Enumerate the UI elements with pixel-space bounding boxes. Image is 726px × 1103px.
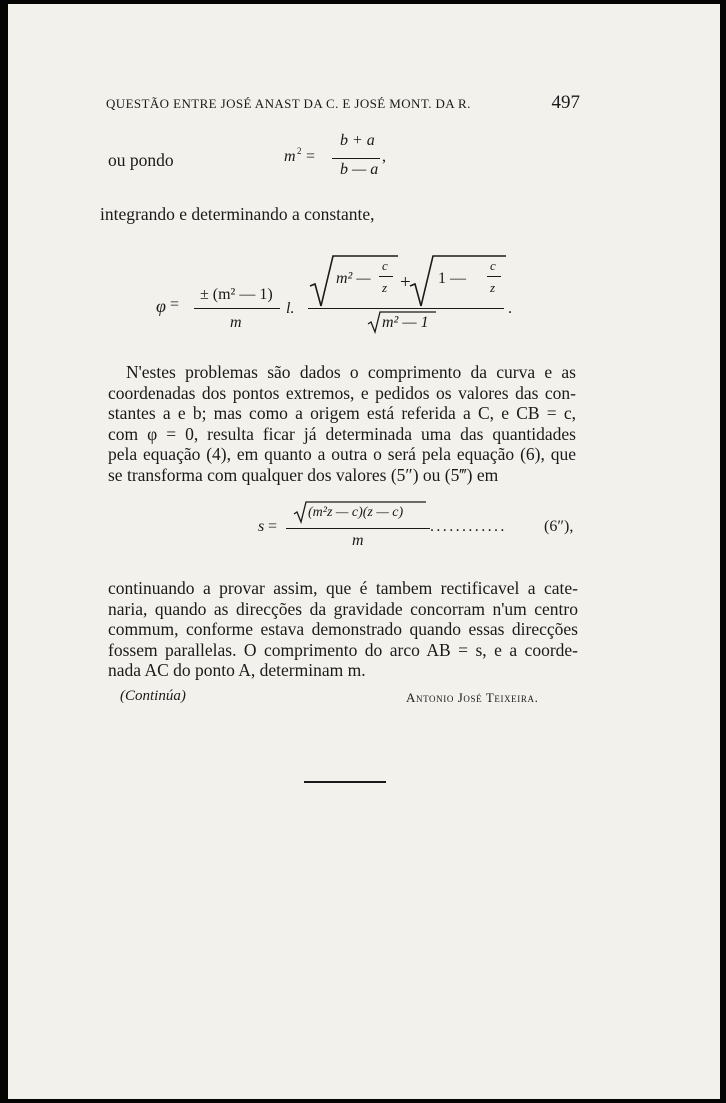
- eq2-den-radicand: m² — 1: [382, 314, 429, 331]
- eq2-frac2-bar: [487, 276, 501, 277]
- eq2-equals: =: [170, 296, 180, 313]
- eq2-frac2-den: z: [490, 280, 496, 295]
- eq3-fraction-bar: [286, 528, 430, 529]
- eq2-plus: +: [400, 272, 411, 293]
- eq1-equals: =: [306, 148, 316, 165]
- paragraph-2-line: naria, quando as direcções da gravidade concorram n'um centro: [108, 598, 578, 619]
- closing-rule: [304, 781, 386, 783]
- page-number: 497: [551, 92, 580, 113]
- page: [8, 4, 720, 1099]
- paragraph-2-line: nada AC do ponto A, determinam m.: [108, 660, 366, 680]
- paragraph-1-line: pela equação (4), em quanto a outra o será pela equação (6), que: [108, 444, 576, 464]
- paragraph-1-line: coordenadas dos pontos extremos, e pedidos os valores das con-: [108, 382, 576, 403]
- paragraph-2-line: commum, conforme estava demonstrado quando essas direcções: [108, 619, 578, 639]
- paragraph-1-line: stantes a e b; mas como a origem está referida a C, e CB = c,: [108, 403, 576, 423]
- eq1-trailing: ,: [382, 148, 386, 165]
- eq1-lhs-var: m: [284, 148, 296, 165]
- running-title: QUESTÃO ENTRE JOSÉ ANAST DA C. E JOSÉ MONT. DA R.: [106, 96, 471, 111]
- author-signature: Antonio José Teixeira.: [406, 690, 539, 705]
- eq3-lhs: s: [258, 518, 265, 535]
- eq1-fraction-bar: [332, 158, 380, 159]
- eq2-log: l.: [286, 300, 295, 317]
- eq3-equals: =: [268, 518, 278, 535]
- paragraph-1-line: com φ = 0, resulta ficar já determinada uma das quantidades: [108, 423, 576, 444]
- eq2-rad2-prefix: 1 —: [438, 270, 466, 287]
- running-header: [106, 92, 580, 116]
- eq2-frac1-bar: [379, 276, 393, 277]
- eq2-rad1-prefix: m² —: [336, 270, 371, 287]
- eq1-numerator: b + a: [340, 132, 375, 149]
- eq2-frac1-num: c: [382, 258, 388, 273]
- equation-m-squared: [284, 132, 394, 182]
- eq3-label: (6″),: [544, 518, 574, 535]
- eq2-coef-denominator: m: [230, 314, 242, 331]
- paragraph-2-line: fossem parallelas. O comprimento do arco AB = s, e a coorde-: [108, 639, 578, 660]
- eq2-trailing: .: [508, 300, 512, 317]
- equation-s: [258, 498, 588, 550]
- eq3-leader: ............: [430, 518, 507, 535]
- eq2-coef-bar: [194, 308, 280, 309]
- paragraph-1-line: se transforma com qualquer dos valores (5″) ou (5‴) em: [108, 464, 499, 485]
- eq2-coef-numerator: ± (m² — 1): [200, 286, 273, 303]
- paragraph-1-line: N'estes problemas são dados o comprimento da curva e as: [126, 362, 576, 382]
- eq1-denominator: b — a: [340, 161, 379, 178]
- eq3-denominator: m: [352, 532, 364, 549]
- eq3-numerator: (m²z — c)(z — c): [308, 505, 404, 520]
- paragraph-1: [108, 362, 576, 485]
- eq1-lead-text: ou pondo: [108, 150, 174, 170]
- eq2-frac2-num: c: [490, 258, 496, 273]
- equation-phi: [156, 246, 526, 336]
- continua-label: (Continúa): [120, 688, 186, 704]
- eq2-lhs: φ: [156, 296, 166, 316]
- eq2-frac1-den: z: [382, 280, 388, 295]
- paragraph-2: [108, 578, 578, 681]
- paragraph-2-line: continuando a provar assim, que é tambem rectificavel a cate-: [108, 578, 578, 598]
- integrating-line: integrando e determinando a constante,: [100, 204, 375, 224]
- eq1-lhs-exp: 2: [297, 146, 302, 156]
